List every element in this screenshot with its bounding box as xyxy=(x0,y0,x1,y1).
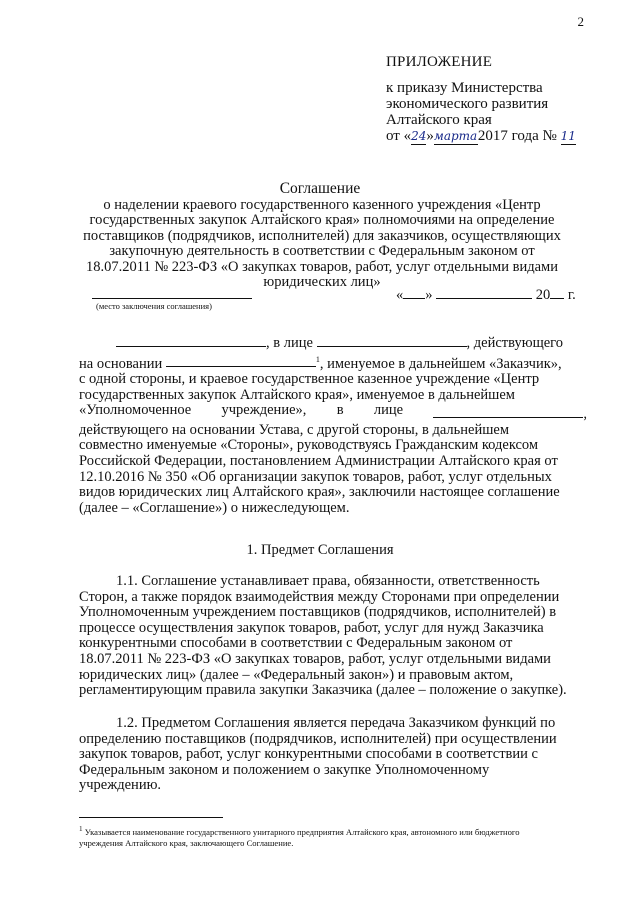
place-blank-line xyxy=(92,298,252,299)
subtitle-line: поставщиков (подрядчиков, исполнителей) для заказчиков, осуществляющих xyxy=(83,227,561,244)
preamble-line: видов юридических лиц Алтайского края», заключили настоящее соглашение xyxy=(79,484,560,501)
clause-1-1 xyxy=(79,574,587,699)
preamble-line: Российской Федерации, постановлением Администрации Алтайского края от xyxy=(79,452,558,469)
order-prefix: от « xyxy=(386,128,412,144)
clause-line: учреждению. xyxy=(79,777,162,794)
preamble-text: , именуемое в дальнейшем «Заказчик», xyxy=(319,355,562,372)
clause-line: Федеральным законом и положением о закупке Уполномоченному xyxy=(79,761,490,778)
preamble-text: , действующего xyxy=(466,335,564,351)
order-mid: » xyxy=(426,128,434,144)
order-month: марта xyxy=(433,129,478,143)
preamble-line: совместно именуемые «Стороны», руководствуясь Гражданским кодексом xyxy=(79,437,539,454)
preamble-line xyxy=(79,332,587,352)
clause-line: конкурентными способами в соответствии с Федеральным законом от xyxy=(79,635,513,652)
subtitle-line: юридических лиц» xyxy=(263,274,381,291)
document-subtitle xyxy=(76,198,568,290)
footnote-ref: 1 xyxy=(315,354,320,364)
preamble-text: , xyxy=(583,406,587,423)
preamble-word: учреждение», xyxy=(221,402,307,419)
preamble-word: «Уполномоченное xyxy=(79,402,192,419)
date-open-quote: « xyxy=(396,287,404,303)
appendix-heading: ПРИЛОЖЕНИЕ xyxy=(386,54,493,70)
footnote xyxy=(79,824,599,849)
customer-name-blank xyxy=(116,332,266,347)
clause-line: 1.2. Предметом Соглашения является передача Заказчиком функций по xyxy=(116,715,556,731)
clause-line: Уполномоченным учреждением поставщиков (подрядчиков, исполнителей) в xyxy=(79,604,557,621)
preamble-word: в xyxy=(336,402,344,419)
footnote-mark: 1 xyxy=(79,825,83,833)
appendix-line: Алтайского края xyxy=(386,112,492,128)
authorized-rep-blank xyxy=(433,403,583,418)
page-number: 2 xyxy=(577,14,584,29)
footnote-text: Указывается наименование государственного унитарного предприятия Алтайского края, автономного или бюджетного xyxy=(84,826,520,837)
preamble-line: с одной стороны, и краевое государственное казенное учреждение «Центр xyxy=(79,371,540,388)
clause-line: Сторон, а также порядок взаимодействия между Сторонами при определении xyxy=(79,588,560,605)
preamble-text: на основании xyxy=(79,355,163,372)
order-year: 2017 года № xyxy=(477,128,557,144)
date-close-quote: » xyxy=(425,287,433,303)
date-year-blank xyxy=(550,284,564,299)
subtitle-line: о наделении краевого государственного казенного учреждения «Центр xyxy=(103,197,541,213)
authorized-rep-blank-wrap xyxy=(433,403,587,423)
order-number: 11 xyxy=(560,129,576,143)
preamble-text: , в лице xyxy=(266,335,313,351)
clause-line: 1.1. Соглашение устанавливает права, обязанности, ответственность xyxy=(116,573,540,589)
preamble-line: государственных закупок Алтайского края», именуемое в дальнейшем xyxy=(79,386,515,403)
footnote-line xyxy=(79,824,599,838)
appendix-block xyxy=(386,54,576,145)
date-suffix: г. xyxy=(567,287,576,303)
appendix-line: к приказу Министерства xyxy=(386,80,543,96)
clause-line: закупок товаров, работ, услуг конкурентными способами в соответствии с xyxy=(79,746,538,763)
order-line xyxy=(386,128,576,145)
preamble-line: (далее – «Соглашение») о нижеследующем. xyxy=(79,499,350,516)
date-day-blank xyxy=(403,284,425,299)
preamble xyxy=(79,332,587,516)
subtitle-line: государственных закупок Алтайского края» полномочиями на определение xyxy=(89,212,555,229)
date-line xyxy=(396,284,576,304)
clause-line: 18.07.2011 № 223-ФЗ «О закупках товаров, работ, услуг отдельными видами xyxy=(79,650,551,667)
appendix-line: экономического развития xyxy=(386,96,549,112)
clause-line: юридических лиц» (далее – «Федеральный закон») и правовым актом, xyxy=(79,666,514,683)
date-month-blank xyxy=(436,284,532,299)
clause-line: регламентирующим правила закупки Заказчика (далее – положение о закупке). xyxy=(79,682,567,699)
date-year: 20 xyxy=(535,287,551,303)
preamble-line xyxy=(79,403,587,423)
preamble-line: действующего на основании Устава, с другой стороны, в дальнейшем xyxy=(79,421,510,438)
clause-line: определению поставщиков (подрядчиков, исполнителей) при осуществлении xyxy=(79,730,557,747)
order-day: 24 xyxy=(411,129,427,143)
place-label: (место заключения соглашения) xyxy=(96,301,212,311)
subtitle-line: 18.07.2011 № 223-ФЗ «О закупках товаров, работ, услуг отдельными видами xyxy=(86,258,558,275)
clause-line: процессе осуществления закупок товаров, работ, услуг для нужд Заказчика xyxy=(79,619,544,636)
basis-blank xyxy=(166,352,316,367)
document-title: Соглашение xyxy=(279,180,361,197)
representative-blank xyxy=(317,332,467,347)
footnote-line: учреждения Алтайского края, заключающего Соглашение. xyxy=(79,837,294,848)
preamble-line xyxy=(79,352,587,372)
preamble-word: лице xyxy=(373,402,404,419)
preamble-line: 12.10.2016 № 350 «Об организации закупок товаров, работ, услуг отдельных xyxy=(79,468,552,485)
section-heading: 1. Предмет Соглашения xyxy=(246,542,394,558)
clause-1-2 xyxy=(79,716,587,794)
subtitle-line: закупочную деятельность в соответствии с Федеральным законом от xyxy=(109,243,535,260)
footnote-separator xyxy=(79,817,223,818)
